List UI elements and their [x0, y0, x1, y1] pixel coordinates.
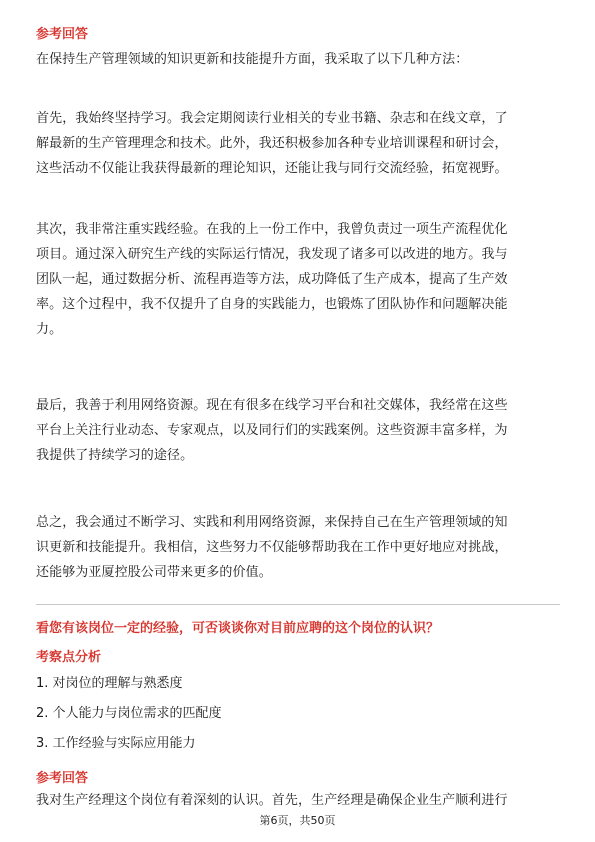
paragraph-line: 我提供了持续学习的途径。: [36, 448, 194, 463]
paragraph-line: 项目。通过深入研究生产线的实际运行情况，我发现了诸多可以改进的地方。我与: [36, 247, 508, 262]
answer-heading-second: 参考回答: [36, 771, 89, 786]
page-footer: 第6页，共50页: [259, 814, 336, 827]
analysis-point: 2. 个人能力与岗位需求的匹配度: [36, 706, 222, 721]
paragraph-line: 还能够为亚厦控股公司带来更多的价值。: [36, 565, 272, 580]
answer-heading: 参考回答: [36, 27, 89, 42]
paragraph-fourth: [36, 510, 560, 585]
paragraph-line: 首先，我始终坚持学习。我会定期阅读行业相关的专业书籍、杂志和在线文章，了: [36, 111, 508, 126]
answer-second-paragraph: [36, 788, 560, 813]
paragraph-line: 我对生产经理这个岗位有着深刻的认识。首先，生产经理是确保企业生产顺利进行: [36, 793, 508, 808]
paragraph-line: 团队一起，通过数据分析、流程再造等方法，成功降低了生产成本，提高了生产效: [36, 272, 508, 287]
paragraph-line: 最后，我善于利用网络资源。现在有很多在线学习平台和社交媒体，我经常在这些: [36, 398, 508, 413]
paragraph-line: 其次，我非常注重实践经验。在我的上一份工作中，我曾负责过一项生产流程优化: [36, 222, 508, 237]
paragraph-third: [36, 393, 560, 468]
paragraph-line: 解最新的生产管理理念和技术。此外，我还积极参加各种专业培训课程和研讨会，: [36, 136, 508, 151]
paragraph-line: 平台上关注行业动态、专家观点，以及同行们的实践案例。这些资源丰富多样，为: [36, 423, 508, 438]
analysis-heading: 考察点分析: [36, 650, 102, 665]
paragraph-line: 识更新和技能提升。我相信，这些努力不仅能够帮助我在工作中更好地应对挑战，: [36, 540, 508, 555]
intro-line: 在保持生产管理领域的知识更新和技能提升方面，我采取了以下几种方法：: [36, 52, 469, 67]
paragraph-line: 率。这个过程中，我不仅提升了自身的实践能力，也锻炼了团队协作和问题解决能: [36, 297, 508, 312]
analysis-point: 3. 工作经验与实际应用能力: [36, 736, 196, 751]
paragraph-line: 总之，我会通过不断学习、实践和利用网络资源，来保持自己在生产管理领域的知: [36, 515, 508, 530]
analysis-point: 1. 对岗位的理解与熟悉度: [36, 676, 183, 691]
paragraph-line: 这些活动不仅能让我获得最新的理论知识，还能让我与同行交流经验，拓宽视野。: [36, 161, 508, 176]
section-divider: [36, 604, 560, 605]
paragraph-second: [36, 217, 560, 342]
interview-question: 看您有该岗位一定的经验，可否谈谈你对目前应聘的这个岗位的认识？: [36, 621, 440, 636]
intro-paragraph: [36, 47, 560, 72]
paragraph-line: 力。: [36, 322, 63, 337]
paragraph-first: [36, 106, 560, 181]
